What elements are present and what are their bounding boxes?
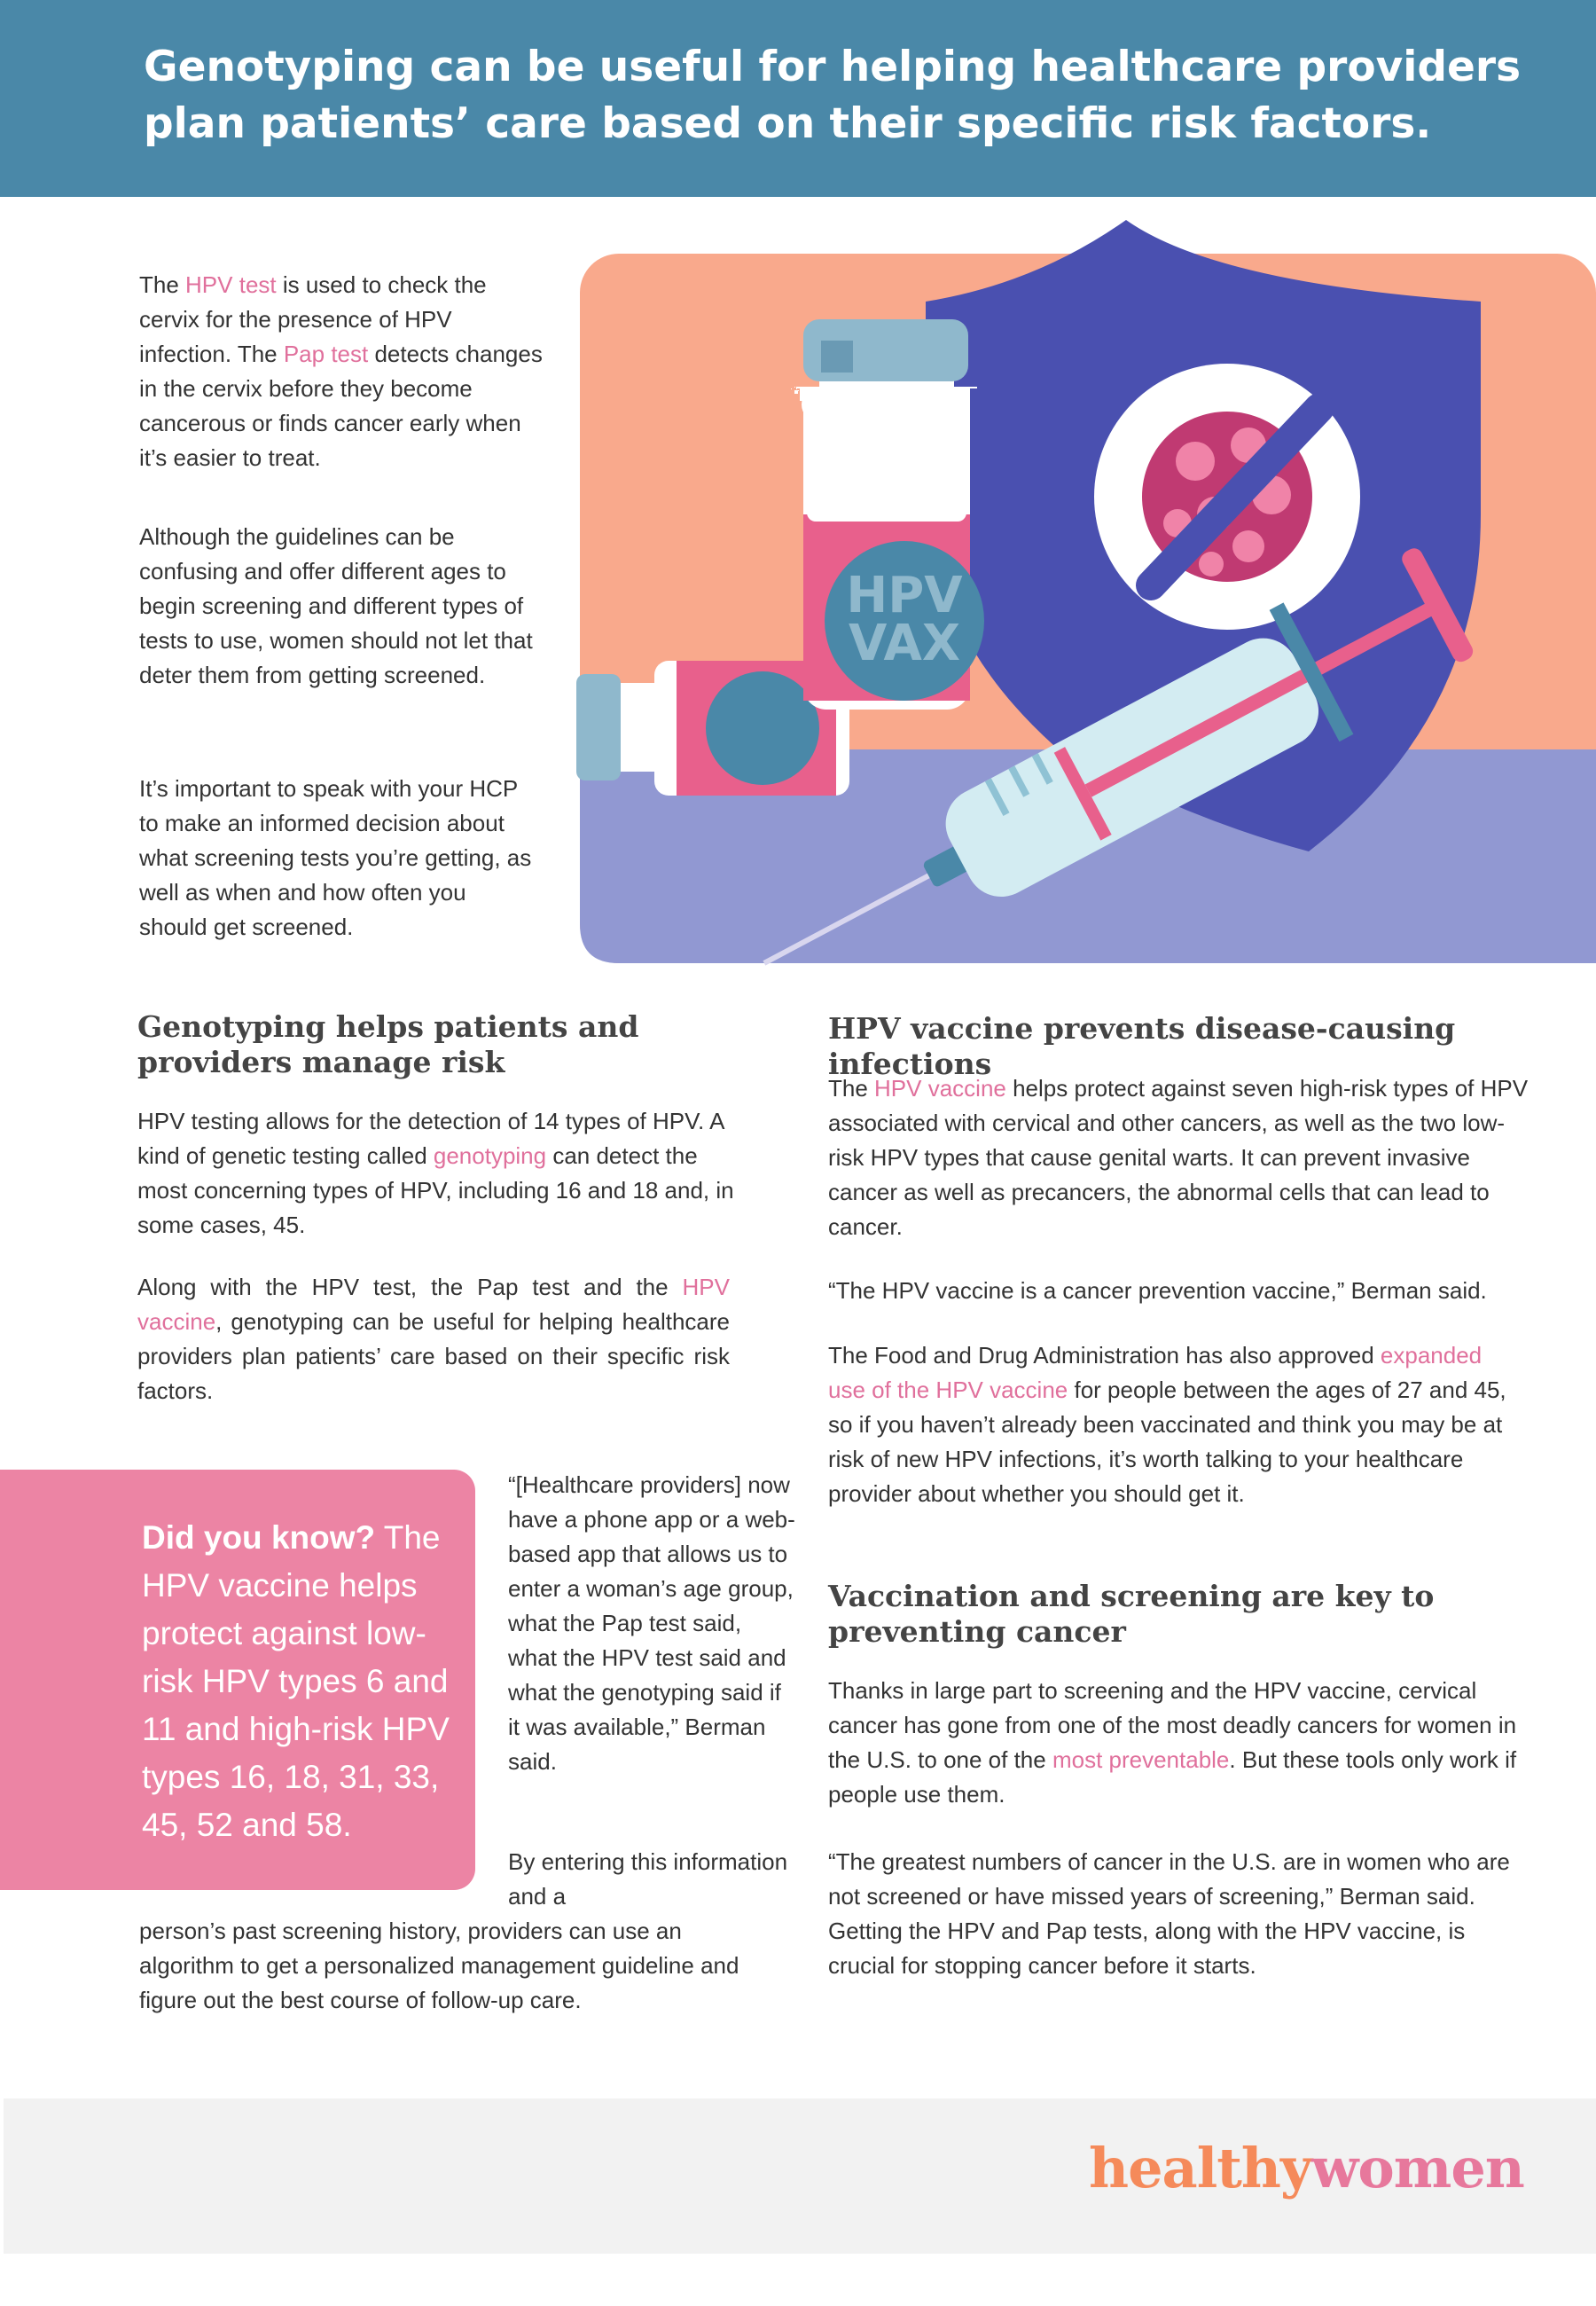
text-span: for people between the ages of 27 and 45, so if you haven’t already been vaccinated and think you may be at risk of new HPV infections, it’s worth talking to your healthcare provider about whether you should get it.	[828, 1377, 1506, 1507]
text-span: , genotyping can be useful for helping healthcare providers plan patients’ care based on their specific risk factors.	[137, 1308, 730, 1404]
did-you-know-callout	[0, 1470, 475, 1890]
virus-spot	[1176, 442, 1215, 481]
expanded-use-link[interactable]: expanded use of the HPV vaccine	[828, 1342, 1483, 1403]
callout-body: The HPV vaccine helps protect against low-risk HPV types 6 and 11 and high-risk HPV types 16, 18, 31, 33, 45, 52 and 58.	[142, 1519, 450, 1843]
vial-dot	[794, 387, 795, 388]
pap-test-link[interactable]: Pap test	[283, 341, 369, 367]
vial-dot	[791, 388, 792, 389]
lying-vial-badge	[706, 671, 819, 785]
hpv-vaccine-heading: HPV vaccine prevents disease-causing infections	[828, 1011, 1456, 1081]
screening-history-lead: By entering this information and a	[508, 1848, 788, 1910]
text-span: HPV testing allows for the detection of 14 types of HPV. A kind of genetic testing called	[137, 1108, 724, 1169]
berman-quote: “[Healthcare providers] now have a phone app or a web-based app that allows us to enter a woman’s age group, what the Pap test said, what the HPV test said and what the genotyping said if it was available,” Berman said.	[508, 1471, 795, 1775]
hpv-vaccine-paragraph-1	[828, 1071, 1529, 1244]
text-span: can detect the most concerning types of HPV, including 16 and 18 and, in some cases, 45.	[137, 1142, 734, 1238]
intro-paragraph-3: It’s important to speak with your HCP to make an informed decision about what screening tests you’re getting, as well as when and how often you should get screened.	[139, 775, 532, 940]
badge-text-hpv: HPV	[846, 567, 963, 624]
callout-text	[142, 1514, 452, 1849]
text-span: . But these tools only work if people use them.	[828, 1746, 1517, 1808]
greatest-numbers-paragraph: “The greatest numbers of cancer in the U.S. are in women who are not screened or have missed years of screening,” Berman said. Getting the HPV and Pap tests, along with the HPV vaccine, is crucial for stopping cancer before it starts.	[828, 1848, 1510, 1979]
vial-dot	[800, 388, 801, 389]
vial-line	[796, 387, 977, 388]
callout-bold: Did you know?	[142, 1519, 376, 1556]
lying-vial-cap	[576, 674, 621, 780]
fda-paragraph	[828, 1338, 1520, 1511]
text-span: helps protect against seven high-risk types of HPV associated with cervical and other cancers, as well as the two low-risk HPV types that cause genital warts. It can prevent invasive cancer as well as precancers, the abnormal cells that can lead to cancer.	[828, 1075, 1529, 1240]
standing-vial-cap-mark	[821, 341, 853, 373]
hpv-test-link[interactable]: HPV test	[185, 271, 277, 298]
hpv-vaccine-quote: “The HPV vaccine is a cancer prevention vaccine,” Berman said.	[828, 1277, 1487, 1304]
vial-dot	[796, 388, 797, 389]
vial-line	[814, 388, 959, 392]
vial-dot	[798, 390, 799, 391]
vial-dot	[794, 390, 798, 394]
vaccination-screening-heading: Vaccination and screening are key to preventing cancer	[828, 1579, 1435, 1649]
text-span: Along with the HPV test, the Pap test and the	[137, 1274, 683, 1300]
virus-spot	[1199, 552, 1224, 576]
hpv-vaccine-illustration	[557, 213, 1596, 993]
text-span: The	[828, 1075, 875, 1102]
hpv-vaccine-link-right[interactable]: HPV vaccine	[874, 1075, 1006, 1102]
badge-text-vax: VAX	[848, 615, 961, 672]
page-title: Genotyping can be useful for helping healthcare providers plan patients’ care based on their specific risk factors.	[144, 43, 1522, 148]
page-header	[0, 0, 1596, 197]
text-span: Thanks in large part to screening and the HPV vaccine, cervical cancer has gone from one of the most deadly cancers for women in the U.S. to one of the	[828, 1677, 1517, 1773]
screening-paragraph	[828, 1674, 1529, 1812]
vial-dot	[796, 387, 797, 388]
genotyping-paragraph-1	[137, 1104, 740, 1243]
intro-paragraph-2: Although the guidelines can be confusing and offer different ages to begin screening and different types of tests to use, women should not let that deter them from getting screened.	[139, 523, 533, 688]
healthywomen-logo[interactable]	[1089, 2133, 1524, 2204]
genotyping-link[interactable]: genotyping	[433, 1142, 547, 1169]
text-span: detects changes in the cervix before they become cancerous or finds cancer early when it’s easier to treat.	[139, 341, 543, 471]
screening-history-paragraph: person’s past screening history, providers can use an algorithm to get a personalized management guideline and figure out the best course of follow-up care.	[139, 1918, 739, 2013]
most-preventable-link[interactable]: most preventable	[1052, 1746, 1230, 1773]
logo-part-healthy: healthy	[1089, 2136, 1311, 2200]
genotyping-paragraph-2	[137, 1270, 730, 1408]
intro-paragraph-1	[139, 268, 547, 475]
logo-part-women: women	[1311, 2136, 1524, 2200]
virus-spot	[1232, 530, 1264, 562]
text-span: The	[139, 271, 186, 298]
text-span: The Food and Drug Administration has also approved	[828, 1342, 1381, 1369]
text-span: is used to check the cervix for the presence of HPV infection. The	[139, 271, 487, 367]
genotyping-heading: Genotyping helps patients and providers manage risk	[137, 1009, 639, 1079]
hpv-vaccine-link-left[interactable]: HPV vaccine	[137, 1274, 730, 1335]
